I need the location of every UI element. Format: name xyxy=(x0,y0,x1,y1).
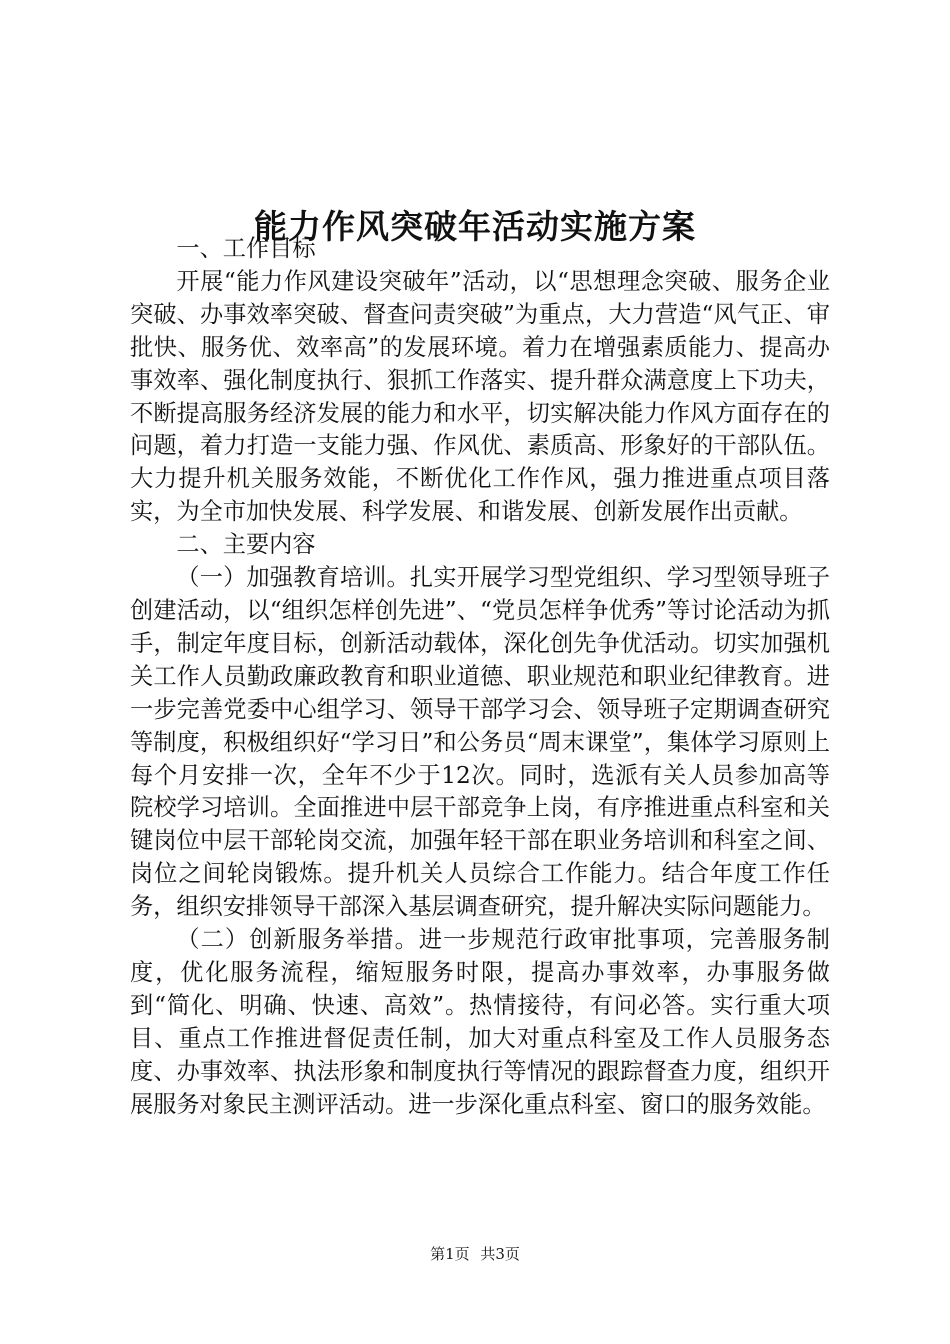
paragraph-education-training: （一）加强教育培训。扎实开展学习型党组织、学习型领导班子创建活动，以“组织怎样创先进”、“党员怎样争优秀”等讨论活动为抓手，制定年度目标，创新活动载体，深化创先争优活动。切实加强机关工作人员勤政廉政教育和职业道德、职业规范和职业纪律教育。进一步完善党委中心组学习、领导干部学习会、领导班子定期调查研究等制度，积极组织好“学习日”和公务员“周末课堂”，集体学习原则上每个月安排一次，全年不少于12次。同时，选派有关人员参加高等院校学习培训。全面推进中层干部竞争上岗，有序推进重点科室和关键岗位中层干部轮岗交流，加强年轻干部在职业务培训和科室之间、岗位之间轮岗锻炼。提升机关人员综合工作能力。结合年度工作任务，组织安排领导干部深入基层调查研究，提升解决实际问题能力。 xyxy=(130,564,830,921)
document-title: 能力作风突破年活动实施方案 xyxy=(254,207,696,247)
page-number: 第1页 xyxy=(430,1245,470,1263)
page-total: 共3页 xyxy=(480,1245,520,1263)
document-body xyxy=(130,233,830,1121)
page-footer xyxy=(0,1244,950,1264)
paragraph-service-innovation: （二）创新服务举措。进一步规范行政审批事项，完善服务制度，优化服务流程，缩短服务时限，提高办事效率，办事服务做到“简化、明确、快速、高效”。热情接待，有问必答。实行重大项目、重点工作推进督促责任制，加大对重点科室及工作人员服务态度、办事效率、执法形象和制度执行等情况的跟踪督查力度，组织开展服务对象民主测评活动。进一步深化重点科室、窗口的服务效能。 xyxy=(130,926,830,1118)
section-heading-goals: 一、工作目标 xyxy=(176,235,316,262)
paragraph-goals: 开展“能力作风建设突破年”活动，以“思想理念突破、服务企业突破、办事效率突破、督查问责突破”为重点，大力营造“风气正、审批快、服务优、效率高”的发展环境。着力在增强素质能力、提高办事效率、强化制度执行、狠抓工作落实、提升群众满意度上下功夫，不断提高服务经济发展的能力和水平，切实解决能力作风方面存在的问题，着力打造一支能力强、作风优、素质高、形象好的干部队伍。大力提升机关服务效能，不断优化工作作风，强力推进重点项目落实，为全市加快发展、科学发展、和谐发展、创新发展作出贡献。 xyxy=(130,267,830,526)
section-heading-content: 二、主要内容 xyxy=(176,531,316,559)
